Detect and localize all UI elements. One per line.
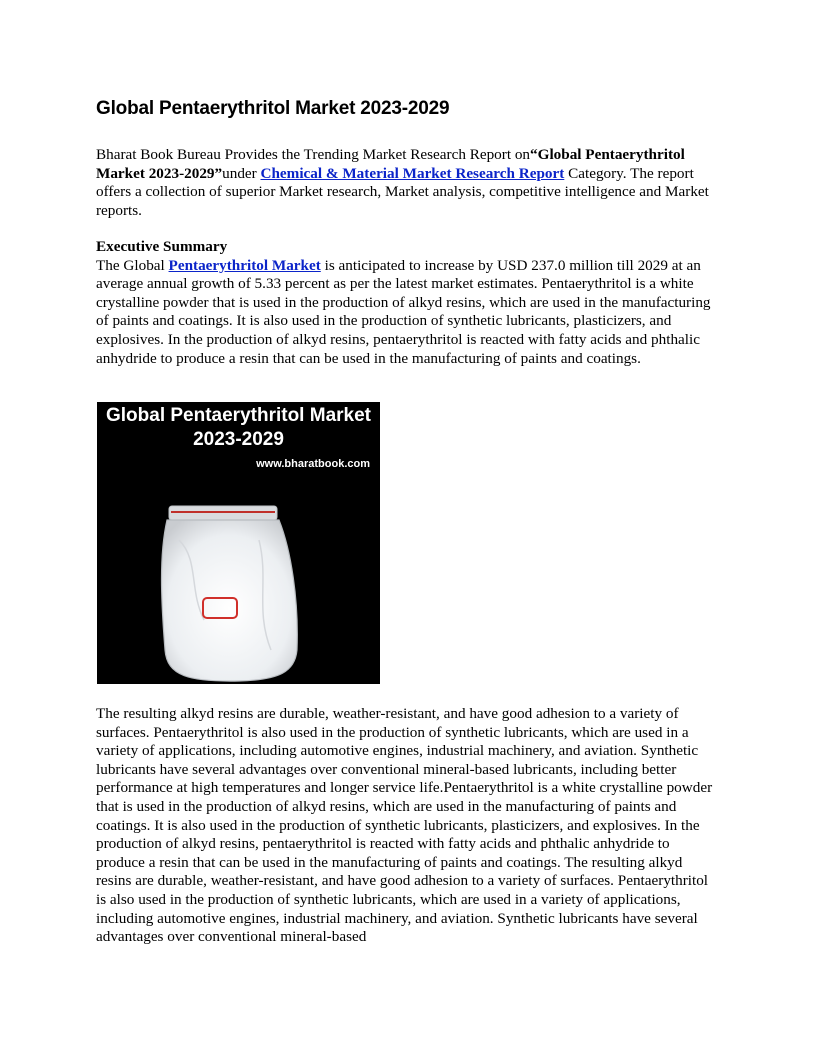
- executive-summary-heading: Executive Summary: [96, 238, 228, 255]
- market-cover-image: [97, 402, 380, 684]
- category-link[interactable]: Chemical & Material Market Research Report: [260, 164, 565, 182]
- body-paragraph: The resulting alkyd resins are durable, weather-resistant, and have good adhesion to a variety of surfaces. Pentaerythritol is also used in the production of synthetic lubricants, which are used in a variety of applications, including automotive engines, industrial machinery, and aviation. Synthetic lubricants have several advantages over conventional mineral-based lubricants, including better performance at high temperatures and longer service life.Pentaerythritol is a white crystalline powder that is used in the production of alkyd resins, which are used in the manufacturing of paints and coatings. It is also used in the production of synthetic lubricants, plasticizers, and explosives. In the production of alkyd resins, pentaerythritol is reacted with fatty acids and phthalic anhydride to produce a resin that can be used in the manufacturing of paints and coatings. The resulting alkyd resins are durable, weather-resistant, and have good adhesion to a variety of surfaces. Pentaerythritol is also used in the production of synthetic lubricants, which are used in a variety of applications, including automotive engines, industrial machinery, and aviation. Synthetic lubricants have several advantages over conventional mineral-based: [96, 705, 713, 946]
- image-title: Global Pentaerythritol Market 2023-2029: [105, 405, 371, 450]
- intro-paragraph: [96, 146, 720, 220]
- powder-bag-icon: [159, 500, 319, 684]
- intro-text-2: under: [222, 164, 261, 182]
- image-url: www.bharatbook.com: [256, 458, 370, 470]
- summary-text-2: is anticipated to increase by USD 237.0 million till 2029 at an average annual growth of 5.33 percent as per the latest market estimates. Pentaerythritol is a white crystalline powder that is used in the production of alkyd resins, which are used in the manufacturing of paints and coatings. It is also used in the production of synthetic lubricants, plasticizers, and explosives. In the production of alkyd resins, pentaerythritol is reacted with fatty acids and phthalic anhydride to produce a resin that can be used in the manufacturing of paints and coatings.: [96, 256, 711, 367]
- intro-text-3: Category. The report offers a collection of superior Market research, Market analysis, competitive intelligence and Market reports.: [96, 164, 709, 219]
- intro-report-title: “Global Pentaerythritol Market 2023-2029”: [96, 146, 685, 182]
- executive-summary-paragraph: [96, 238, 720, 368]
- intro-text-1: Bharat Book Bureau Provides the Trending Market Research Report on: [96, 146, 531, 163]
- summary-text-1: The Global: [96, 256, 169, 274]
- page-title: Global Pentaerythritol Market 2023-2029: [96, 98, 450, 119]
- market-link[interactable]: Pentaerythritol Market: [168, 256, 321, 274]
